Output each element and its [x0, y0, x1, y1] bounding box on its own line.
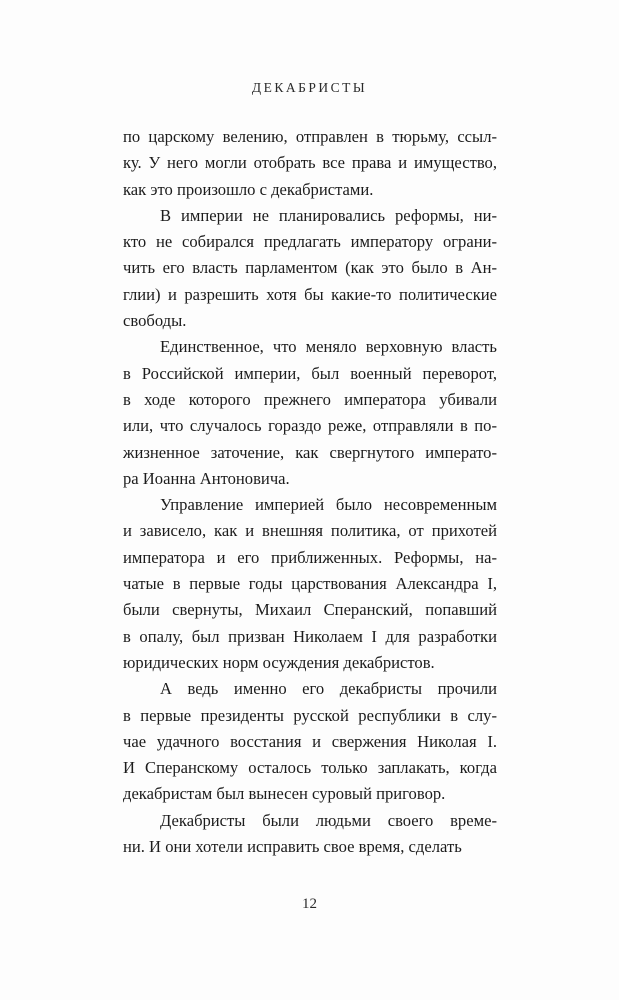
- text-line: и зависело, как и внешняя политика, от прихотей: [123, 521, 497, 541]
- text-line: чить его власть парламентом (как это было в Ан-: [123, 258, 497, 278]
- text-line: в опалу, был призван Николаем I для разработки: [123, 626, 497, 646]
- page-number: 12: [302, 896, 317, 912]
- text-line: чатые в первые годы царствования Александра I,: [123, 574, 497, 594]
- text-line: юридических норм осуждения декабристов.: [123, 652, 435, 672]
- text-line: В империи не планировались реформы, ни-: [160, 205, 497, 225]
- text-line: императора и его приближенных. Реформы, на-: [123, 547, 497, 567]
- text-line: А ведь именно его декабристы прочили: [160, 679, 497, 699]
- text-line: декабристам был вынесен суровый приговор.: [123, 784, 446, 804]
- text-line: в Российской империи, был военный переворот,: [123, 363, 497, 383]
- text-line: Декабристы были людьми своего време-: [160, 810, 497, 830]
- text-line: в первые президенты русской республики в слу-: [123, 705, 497, 725]
- text-line: чае удачного восстания и свержения Николая I.: [123, 731, 497, 751]
- text-line: как это произошло с декабристами.: [123, 179, 374, 199]
- text-line: были свернуты, Михаил Сперанский, попавший: [123, 600, 497, 620]
- running-header: ДЕКАБРИСТЫ: [251, 80, 368, 95]
- text-line: Управление империей было несовременным: [160, 495, 497, 515]
- text-block: [123, 124, 497, 860]
- text-line: ни. И они хотели исправить свое время, сделать: [123, 837, 462, 857]
- text-line: жизненное заточение, как свергнутого императо-: [123, 442, 497, 462]
- text-line: свободы.: [123, 311, 187, 331]
- text-line: Единственное, что меняло верховную власть: [160, 337, 497, 357]
- text-line: кто не собирался предлагать императору ограни-: [123, 232, 497, 252]
- text-line: ра Иоанна Антоновича.: [123, 468, 290, 488]
- text-line: в ходе которого прежнего императора убивали: [123, 389, 497, 409]
- text-line: глии) и разрешить хотя бы какие-то политические: [123, 284, 497, 304]
- text-line: ку. У него могли отобрать все права и имущество,: [123, 153, 497, 173]
- text-line: И Сперанскому осталось только заплакать, когда: [123, 758, 497, 778]
- text-line: или, что случалось гораздо реже, отправляли в по-: [123, 416, 497, 436]
- text-line: по царскому велению, отправлен в тюрьму, ссыл-: [123, 127, 497, 146]
